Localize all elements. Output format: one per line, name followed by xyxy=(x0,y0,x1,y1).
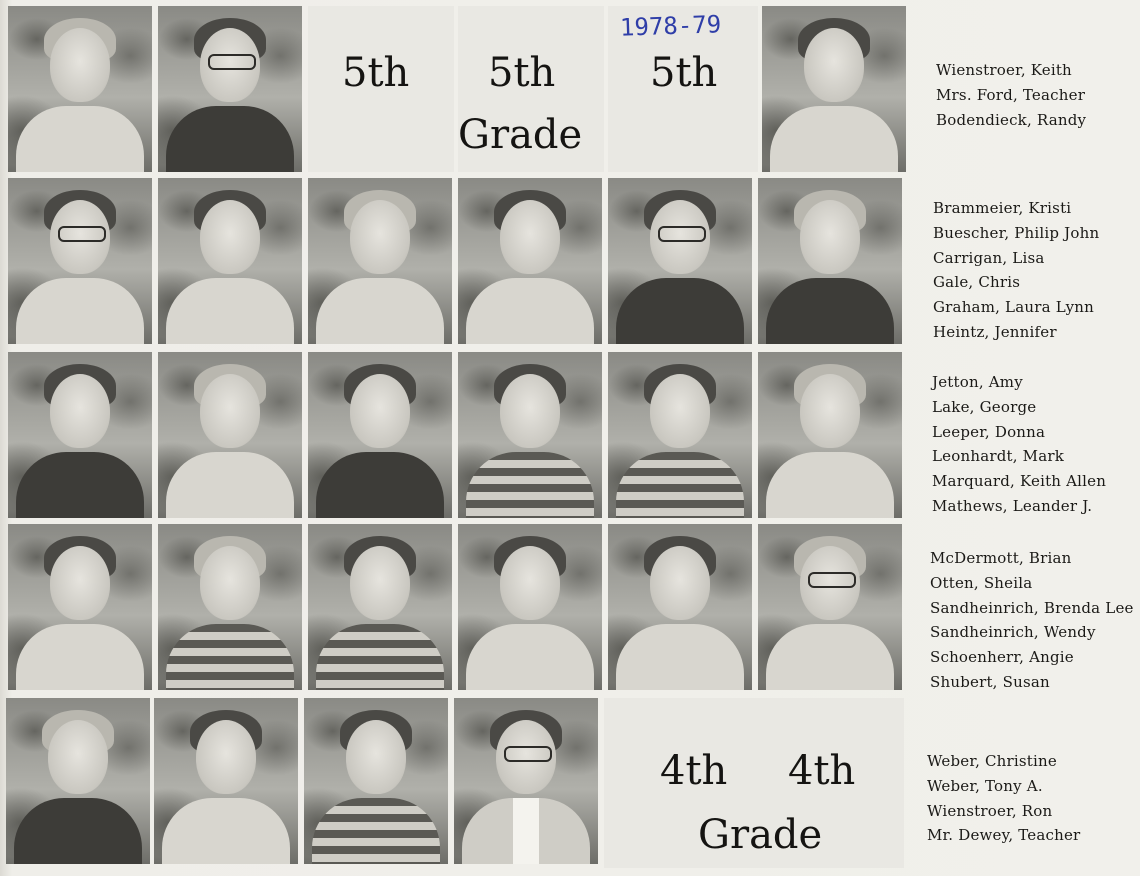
student-photo xyxy=(758,352,902,518)
student-photo xyxy=(6,698,150,864)
name-entry: Bodendieck, Randy xyxy=(936,110,1087,129)
name-list xyxy=(932,370,1106,519)
student-photo xyxy=(8,524,152,690)
handwritten-year: 1978-79 xyxy=(619,10,722,42)
student-photo xyxy=(304,698,448,864)
student-photo xyxy=(458,178,602,344)
name-entry: Leonhardt, Mark xyxy=(932,447,1065,466)
name-entry: Leeper, Donna xyxy=(932,422,1046,441)
name-list xyxy=(927,749,1080,848)
name-entry: Lake, George xyxy=(932,397,1037,416)
name-entry: Wienstroer, Ron xyxy=(927,801,1053,820)
student-photo xyxy=(758,524,902,690)
name-entry: Weber, Christine xyxy=(927,752,1057,770)
name-entry: Jetton, Amy xyxy=(932,373,1023,391)
name-entry: Carrigan, Lisa xyxy=(933,248,1045,267)
grade-word: Grade xyxy=(698,812,823,858)
student-photo xyxy=(758,178,902,344)
student-photo xyxy=(158,6,302,172)
name-entry: Mr. Dewey, Teacher xyxy=(927,826,1081,845)
student-photo xyxy=(158,524,302,690)
grade-header-cell xyxy=(604,698,904,868)
student-photo xyxy=(762,6,906,172)
student-photo xyxy=(608,524,752,690)
student-photo xyxy=(8,178,152,344)
name-entry: Schoenherr, Angie xyxy=(930,648,1074,667)
name-entry: Buescher, Philip John xyxy=(933,223,1100,242)
name-entry: Sandheinrich, Wendy xyxy=(930,623,1096,642)
name-entry: Heintz, Jennifer xyxy=(933,322,1057,341)
grade-label: 4th xyxy=(660,748,728,794)
grade-header-cell xyxy=(308,6,454,172)
grade-header-cell xyxy=(458,6,604,172)
student-photo xyxy=(458,352,602,518)
grade-label: 4th xyxy=(788,748,856,794)
name-entry: Gale, Chris xyxy=(933,273,1021,292)
student-photo xyxy=(154,698,298,864)
name-entry: Sandheinrich, Brenda Lee xyxy=(930,598,1134,617)
student-photo xyxy=(458,524,602,690)
name-entry: Marquard, Keith Allen xyxy=(932,472,1107,491)
student-photo xyxy=(308,178,452,344)
name-entry: Shubert, Susan xyxy=(930,672,1050,691)
teacher-photo xyxy=(454,698,598,864)
grade-label: 5th xyxy=(488,50,556,96)
name-entry: Brammeier, Kristi xyxy=(933,199,1072,217)
student-photo xyxy=(608,178,752,344)
student-photo xyxy=(158,352,302,518)
name-entry: Otten, Sheila xyxy=(930,573,1033,592)
name-entry: Mrs. Ford, Teacher xyxy=(936,85,1086,104)
name-entry: Wienstroer, Keith xyxy=(936,61,1072,79)
name-entry: Mathews, Leander J. xyxy=(932,496,1093,515)
grade-label: 5th xyxy=(342,50,410,96)
grade-label: 5th xyxy=(650,50,718,96)
name-entry: Graham, Laura Lynn xyxy=(933,298,1094,317)
name-entry: Weber, Tony A. xyxy=(927,776,1043,795)
student-photo xyxy=(8,6,152,172)
grade-word: Grade xyxy=(458,112,583,158)
name-list xyxy=(930,546,1134,695)
student-photo xyxy=(308,524,452,690)
student-photo xyxy=(8,352,152,518)
student-photo xyxy=(308,352,452,518)
student-photo xyxy=(608,352,752,518)
name-list xyxy=(936,58,1086,132)
student-photo xyxy=(158,178,302,344)
name-list xyxy=(933,196,1099,345)
name-entry: McDermott, Brian xyxy=(930,549,1072,567)
